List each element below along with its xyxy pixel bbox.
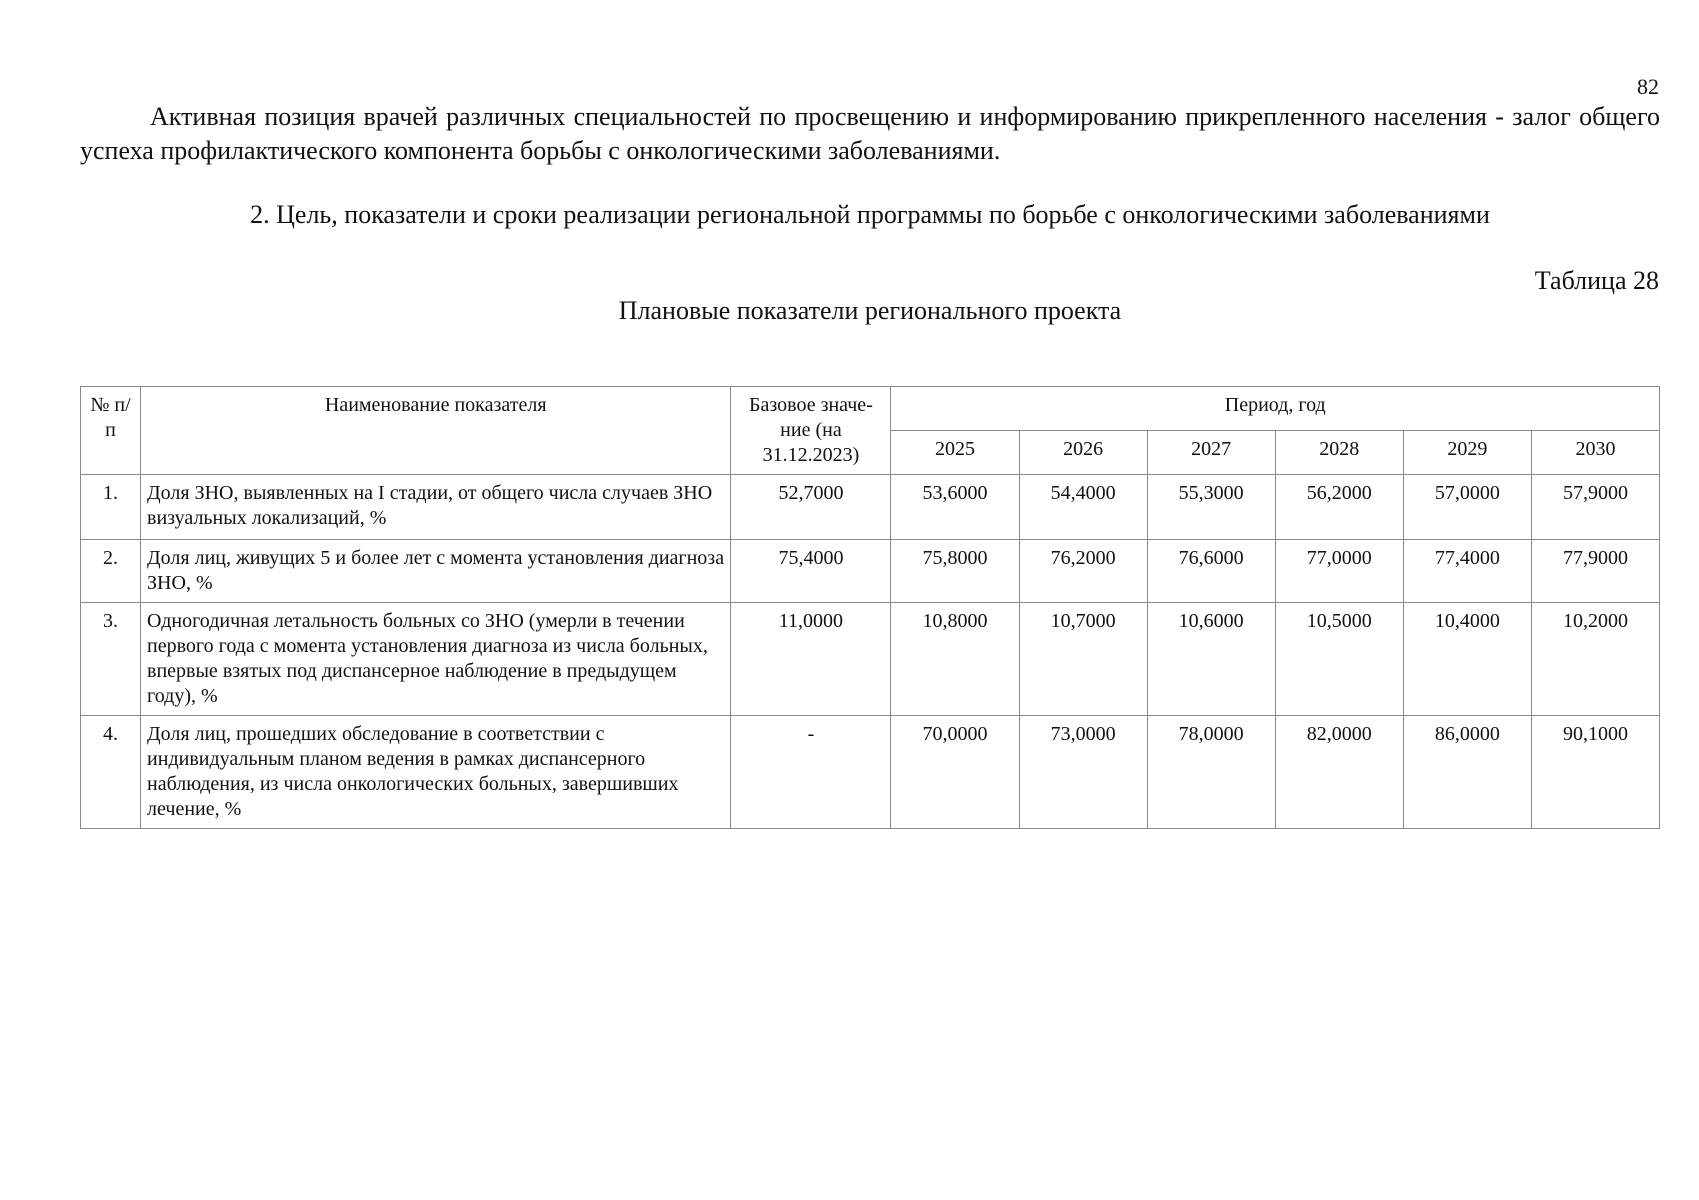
- year-value: 78,0000: [1147, 716, 1275, 829]
- header-year: 2025: [891, 431, 1019, 475]
- year-value: 54,4000: [1019, 475, 1147, 540]
- header-base: Базовое значе-ние (на 31.12.2023): [731, 387, 891, 475]
- header-year: 2030: [1531, 431, 1659, 475]
- year-value: 56,2000: [1275, 475, 1403, 540]
- year-value: 53,6000: [891, 475, 1019, 540]
- year-value: 90,1000: [1531, 716, 1659, 829]
- base-value: 11,0000: [731, 603, 891, 716]
- header-num: № п/п: [81, 387, 141, 475]
- table-number: Таблица 28: [1534, 266, 1659, 295]
- year-value: 10,2000: [1531, 603, 1659, 716]
- year-value: 57,9000: [1531, 475, 1659, 540]
- table-title: Плановые показатели регионального проекта: [618, 296, 1122, 325]
- row-number: 3.: [81, 603, 141, 716]
- row-number: 4.: [81, 716, 141, 829]
- year-value: 76,2000: [1019, 540, 1147, 603]
- page-number: 82: [1637, 74, 1659, 99]
- year-value: 10,5000: [1275, 603, 1403, 716]
- year-value: 10,6000: [1147, 603, 1275, 716]
- year-value: 77,9000: [1531, 540, 1659, 603]
- base-value: 52,7000: [731, 475, 891, 540]
- section-heading: 2. Цель, показатели и сроки реализации региональной программы по борьбе с онкологическими заболеваниями: [250, 200, 1490, 229]
- table-header-row: [81, 387, 1660, 431]
- row-number: 1.: [81, 475, 141, 540]
- year-value: 77,4000: [1403, 540, 1531, 603]
- table-row: [81, 540, 1660, 603]
- indicator-name: Одногодичная летальность больных со ЗНО (умерли в течении первого года с момента установления диагноза из числа больных, впервые взятых под диспансерное наблюдение в предыдущем году), %: [141, 603, 731, 716]
- year-value: 76,6000: [1147, 540, 1275, 603]
- base-value: 75,4000: [731, 540, 891, 603]
- indicator-name: Доля лиц, прошедших обследование в соответствии с индивидуальным планом ведения в рамках диспансерного наблюдения, из числа онкологических больных, завершивших лечение, %: [141, 716, 731, 829]
- header-name: Наименование показателя: [141, 387, 731, 475]
- year-value: 73,0000: [1019, 716, 1147, 829]
- indicator-name: Доля лиц, живущих 5 и более лет с момента установления диагноза ЗНО, %: [141, 540, 731, 603]
- year-value: 70,0000: [891, 716, 1019, 829]
- year-value: 86,0000: [1403, 716, 1531, 829]
- year-value: 55,3000: [1147, 475, 1275, 540]
- year-value: 57,0000: [1403, 475, 1531, 540]
- year-value: 10,7000: [1019, 603, 1147, 716]
- intro-paragraph: Активная позиция врачей различных специальностей по просвещению и информированию прикрепленного населения - залог общего успеха профилактического компонента борьбы с онкологическими заболеваниями.: [80, 102, 1660, 165]
- table-row: [81, 716, 1660, 829]
- table-row: [81, 475, 1660, 540]
- year-value: 10,4000: [1403, 603, 1531, 716]
- year-value: 77,0000: [1275, 540, 1403, 603]
- year-value: 82,0000: [1275, 716, 1403, 829]
- header-year: 2028: [1275, 431, 1403, 475]
- header-year: 2029: [1403, 431, 1531, 475]
- indicators-table: [80, 386, 1660, 829]
- header-period: Период, год: [891, 387, 1660, 431]
- row-number: 2.: [81, 540, 141, 603]
- header-year: 2026: [1019, 431, 1147, 475]
- table-row: [81, 603, 1660, 716]
- year-value: 75,8000: [891, 540, 1019, 603]
- year-value: 10,8000: [891, 603, 1019, 716]
- base-value: -: [731, 716, 891, 829]
- indicator-name: Доля ЗНО, выявленных на I стадии, от общего числа случаев ЗНО визуальных локализаций, %: [141, 475, 731, 540]
- header-year: 2027: [1147, 431, 1275, 475]
